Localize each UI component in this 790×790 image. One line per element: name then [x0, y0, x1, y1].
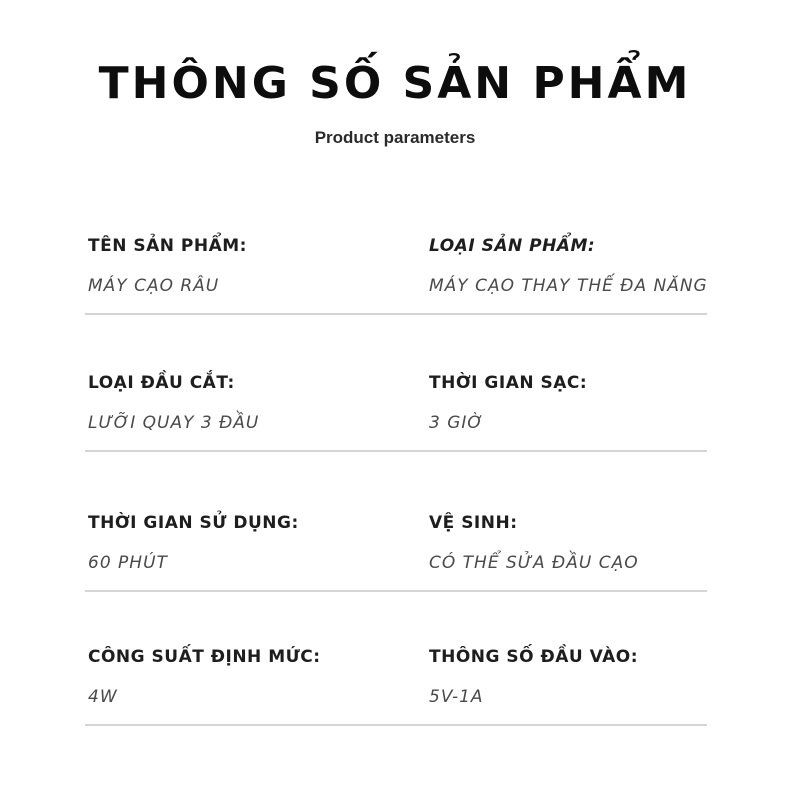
spec-row	[85, 373, 707, 453]
spec-cell-charging-time	[429, 373, 587, 433]
spec-label: LOẠI SẢN PHẨM:	[429, 236, 596, 256]
spec-label: VỆ SINH:	[429, 513, 518, 533]
spec-value: 60 PHÚT	[88, 553, 168, 573]
spec-cell-input-spec	[429, 647, 638, 707]
spec-value: 5V-1A	[429, 687, 484, 707]
spec-value: 4W	[88, 687, 118, 707]
page-title: THÔNG SỐ SẢN PHẨM	[98, 58, 692, 109]
spec-label: THỜI GIAN SẠC:	[429, 373, 588, 393]
spec-cell-blade-type	[88, 373, 259, 433]
spec-label: CÔNG SUẤT ĐỊNH MỨC:	[88, 647, 321, 667]
row-divider	[85, 450, 707, 452]
spec-cell-rated-power	[88, 647, 321, 707]
spec-value: 3 GIỜ	[429, 413, 484, 433]
spec-cell-cleaning	[429, 513, 639, 573]
spec-cell-usage-time	[88, 513, 299, 573]
spec-value: LƯỠI QUAY 3 ĐẦU	[88, 413, 260, 433]
spec-value: MÁY CẠO RÂU	[88, 276, 220, 296]
spec-row	[85, 647, 707, 727]
spec-row	[85, 513, 707, 593]
spec-label: TÊN SẢN PHẨM:	[88, 236, 247, 256]
spec-value: MÁY CẠO THAY THẾ ĐA NĂNG	[429, 276, 708, 296]
row-divider	[85, 724, 707, 726]
spec-label: LOẠI ĐẦU CẮT:	[88, 373, 235, 393]
spec-cell-product-type	[429, 236, 708, 296]
spec-cell-product-name	[88, 236, 247, 296]
row-divider	[85, 313, 707, 315]
spec-label: THỜI GIAN SỬ DỤNG:	[88, 513, 299, 533]
spec-label: THÔNG SỐ ĐẦU VÀO:	[429, 647, 639, 667]
row-divider	[85, 590, 707, 592]
spec-value: CÓ THỂ SỬA ĐẦU CẠO	[429, 553, 639, 573]
page-subtitle: Product parameters	[314, 128, 476, 147]
spec-row	[85, 236, 707, 316]
